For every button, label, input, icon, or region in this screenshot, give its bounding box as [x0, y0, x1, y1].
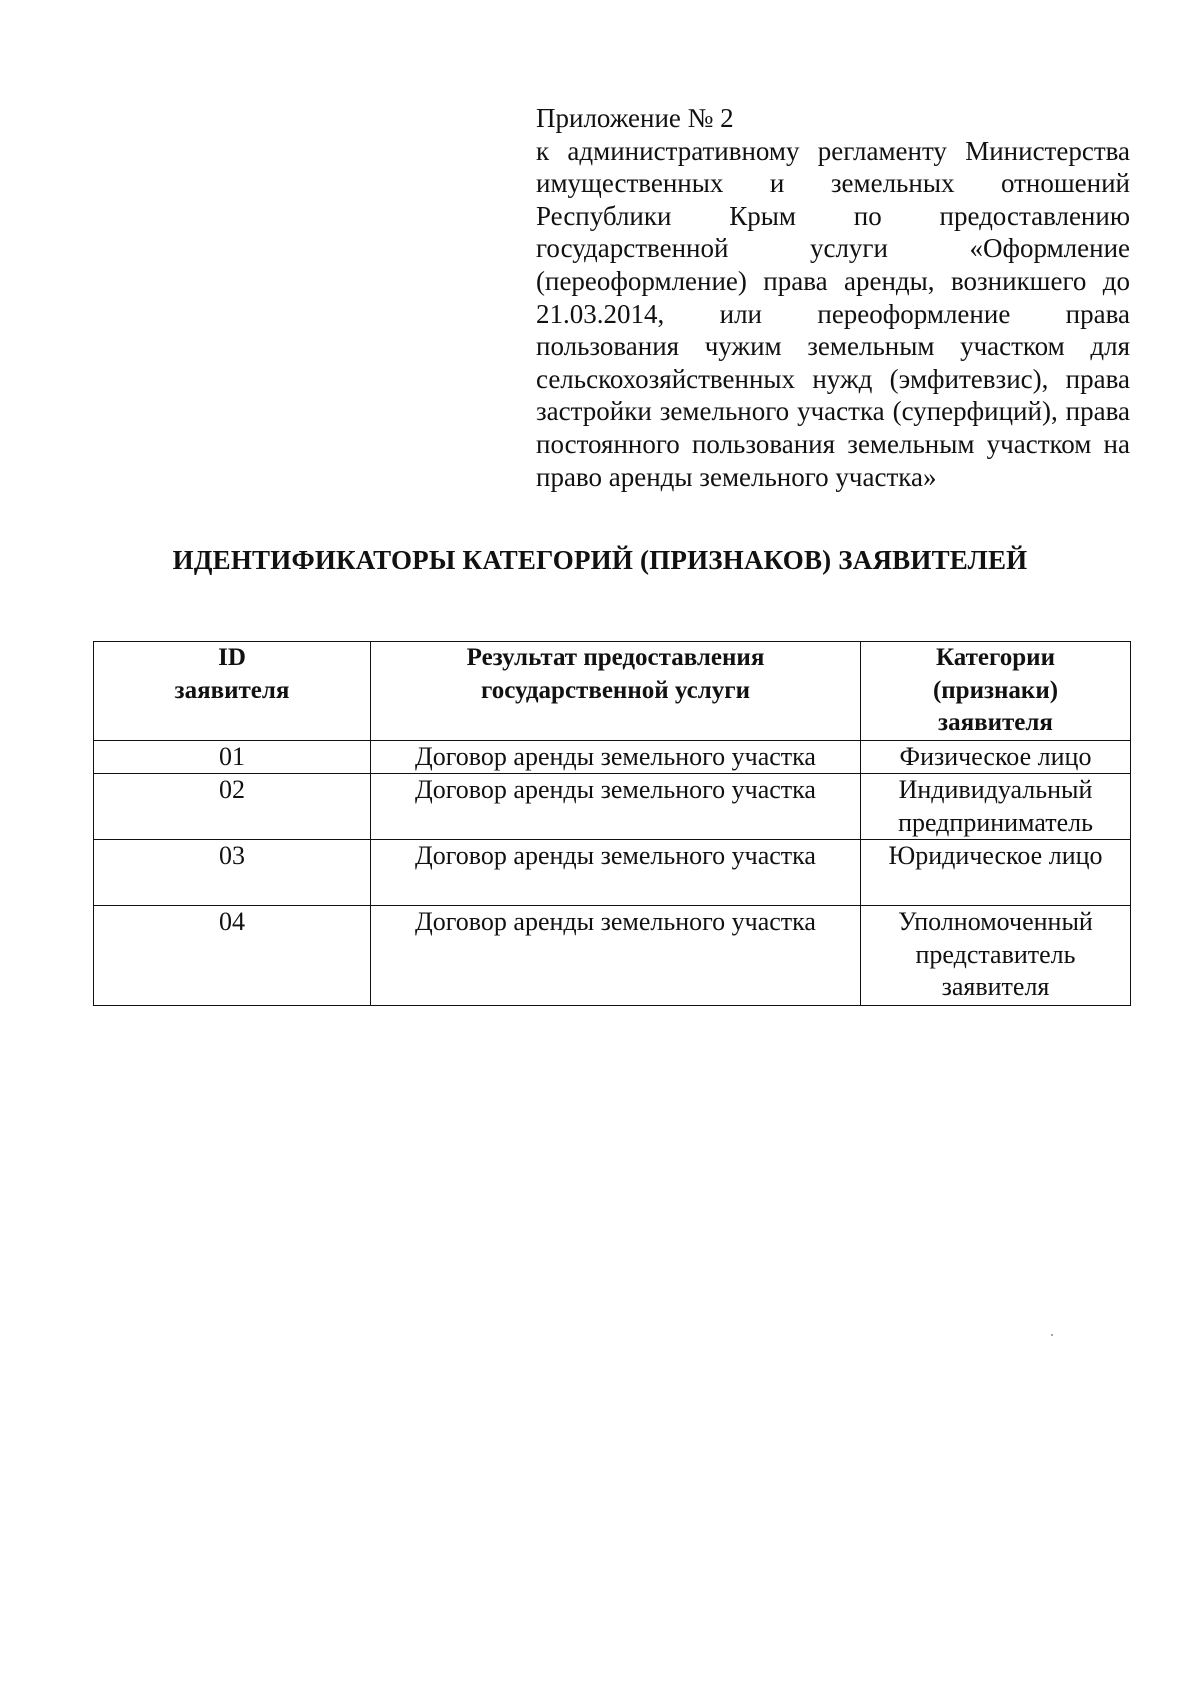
- header-category: [861, 642, 1131, 741]
- cell-category: Физическое лицо: [861, 740, 1131, 774]
- table-row: [94, 740, 1131, 774]
- table-row: [94, 840, 1131, 906]
- table-row: [94, 906, 1131, 1006]
- header-result-line1: Результат предоставления: [466, 644, 765, 671]
- cell-id: 03: [94, 840, 371, 906]
- cell-category: Уполномоченный представитель заявителя: [861, 906, 1131, 1006]
- header-category-line2: (признаки): [932, 676, 1059, 704]
- cell-id: 02: [94, 774, 371, 840]
- header-result: [371, 642, 861, 741]
- cell-result: Договор аренды земельного участка: [371, 906, 861, 1006]
- cell-result: Договор аренды земельного участка: [371, 774, 861, 840]
- header-id-line2: заявителя: [174, 676, 290, 704]
- cell-result: Договор аренды земельного участка: [371, 740, 861, 774]
- annex-number: Приложение № 2: [536, 103, 734, 133]
- cell-category: Индивидуальный предприниматель: [861, 774, 1131, 840]
- header-category-line3: заявителя: [938, 709, 1053, 736]
- scan-artifact-dot: [1051, 1334, 1053, 1336]
- cell-id: 04: [94, 906, 371, 1006]
- header-id: [94, 642, 371, 741]
- table-header-row: [94, 642, 1131, 741]
- applicant-categories-table: [93, 641, 1131, 1006]
- header-result-line2: государственной услуги: [480, 676, 751, 704]
- cell-id: 01: [94, 740, 371, 774]
- cell-result: Договор аренды земельного участка: [371, 840, 861, 906]
- cell-category: Юридическое лицо: [861, 840, 1131, 906]
- annex-description: к административному регламенту Министерства имущественных и земельных отношений Республики Крым по предоставлению государственной услуги «Оформление (переоформление) права аренды, возникшего до 21.03.2014, или переоформление права пользования чужим земельным участком для сельскохозяйственных нужд (эмфитевзис), права застройки земельного участка (суперфиций), права постоянного пользования земельным участком на право аренды земельного участка»: [536, 135, 1130, 492]
- header-category-line1: Категории: [936, 644, 1055, 671]
- annex-block: [536, 102, 1130, 493]
- header-id-line1: ID: [218, 644, 246, 671]
- page-title: ИДЕНТИФИКАТОРЫ КАТЕГОРИЙ (ПРИЗНАКОВ) ЗАЯВИТЕЛЕЙ: [172, 545, 1028, 575]
- table-row: [94, 774, 1131, 840]
